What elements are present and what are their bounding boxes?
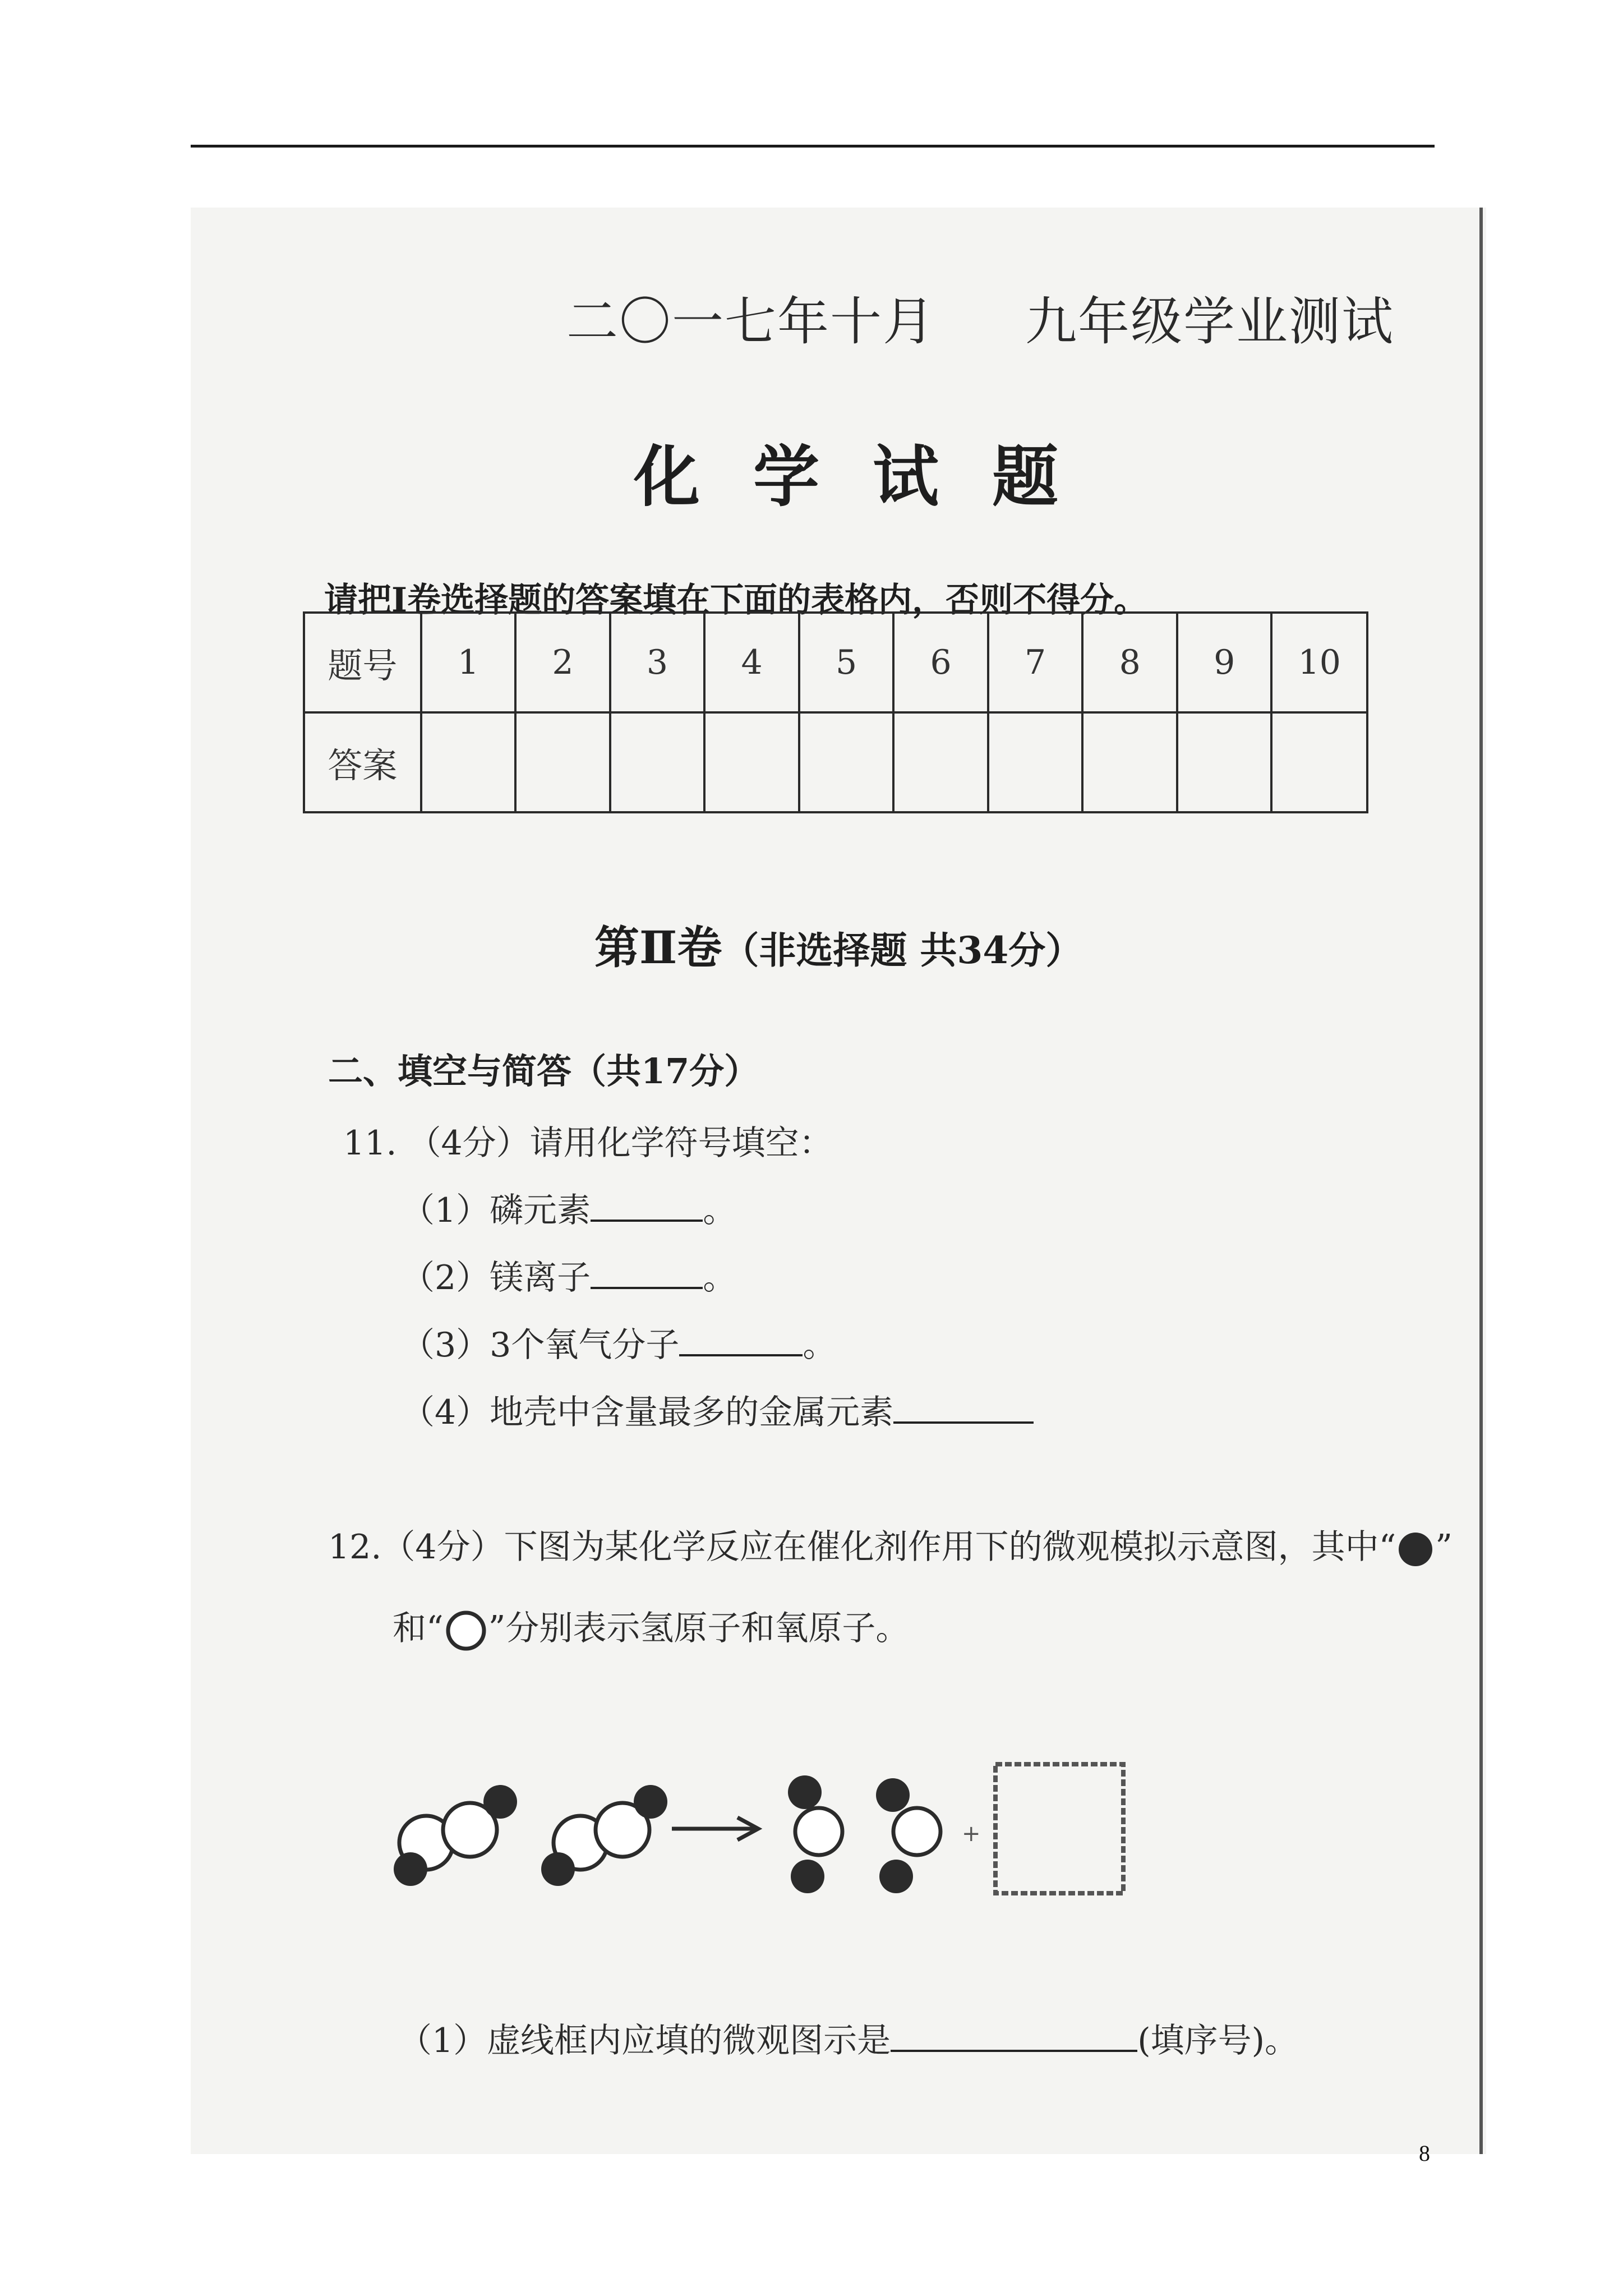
answer-table-answer-row (304, 712, 1367, 812)
answer-table-number-row (304, 613, 1367, 712)
q12-sub-1-end: (填序号)。 (1137, 2021, 1299, 2060)
question-number: 6 (893, 613, 988, 712)
q11-item-3-label: （3）3个氧气分子 (401, 1326, 680, 1365)
question-number: 9 (1177, 613, 1272, 712)
q11-item-3 (401, 1318, 836, 1366)
question-12-stem (328, 1520, 1453, 1569)
question-number: 3 (610, 613, 705, 712)
exam-header (566, 280, 1394, 355)
reaction-arrow (672, 1818, 758, 1840)
answer-blank[interactable] (679, 1350, 803, 1356)
question-number: 4 (704, 613, 799, 712)
q12-sub-1-label: （1）虚线框内应填的微观图示是 (398, 2021, 891, 2060)
q12-stem-line2-suffix: ”分别表示氢原子和氧原子。 (488, 1609, 910, 1648)
answer-cell[interactable] (515, 712, 610, 812)
top-rule (191, 145, 1435, 148)
reaction-diagram (387, 1739, 1172, 1935)
q11-item-4 (401, 1386, 1034, 1434)
answer-cell[interactable] (1082, 712, 1177, 812)
page-number: 8 (1419, 2141, 1430, 2166)
reactant-molecule-1 (394, 1785, 517, 1886)
question-12-stem-line2 (393, 1602, 909, 1653)
row-label-answer: 答案 (304, 712, 421, 812)
answer-table (303, 611, 1368, 813)
answer-cell[interactable] (1271, 712, 1367, 812)
question-number: 7 (988, 613, 1083, 712)
answer-blank[interactable] (891, 2045, 1137, 2052)
q11-item-3-end: 。 (803, 1326, 837, 1365)
answer-cell[interactable] (1177, 712, 1272, 812)
product-water-molecule-2 (876, 1778, 940, 1893)
answer-cell[interactable] (893, 712, 988, 812)
question-number: 2 (515, 613, 610, 712)
section-2-heading (594, 912, 1082, 976)
answer-cell[interactable] (704, 712, 799, 812)
answer-blank[interactable] (591, 1215, 703, 1222)
answer-cell[interactable] (421, 712, 516, 812)
answer-blank[interactable] (591, 1282, 703, 1289)
q12-stem-line2-prefix: 和“ (393, 1609, 444, 1648)
q11-item-4-label: （4）地壳中含量最多的金属元素 (401, 1393, 894, 1432)
answer-instruction: 请把Ⅰ卷选择题的答案填在下面的表格内，否则不得分。 (324, 581, 1148, 620)
hydrogen-atom-icon (1396, 1530, 1435, 1569)
q11-item-2 (401, 1251, 736, 1299)
q11-item-2-end: 。 (703, 1258, 737, 1297)
q11-item-2-label: （2）镁离子 (401, 1258, 591, 1297)
question-number: 10 (1271, 613, 1367, 712)
answer-cell[interactable] (799, 712, 894, 812)
question-number: 1 (421, 613, 516, 712)
q11-item-1 (401, 1184, 736, 1232)
answer-blank[interactable] (893, 1417, 1034, 1424)
question-11-stem: 11. （4分）请用化学符号填空： (343, 1124, 833, 1163)
product-water-molecule-1 (788, 1775, 842, 1893)
question-number: 8 (1082, 613, 1177, 712)
reactant-molecule-2 (541, 1785, 667, 1886)
dashed-answer-box[interactable] (995, 1764, 1123, 1893)
plus-sign: + (962, 1821, 981, 1847)
exam-date: 二〇一七年十月 (566, 292, 936, 352)
section-2-subtitle: （非选择题 共34分） (722, 928, 1083, 972)
page-title: 化学试题 (634, 438, 1112, 516)
answer-cell[interactable] (610, 712, 705, 812)
q12-stem-close: ” (1435, 1527, 1453, 1567)
oxygen-atom-icon (444, 1608, 488, 1653)
q12-stem-text: 12.（4分）下图为某化学反应在催化剂作用下的微观模拟示意图，其中“ (328, 1527, 1396, 1567)
section-2-title: 第Ⅱ卷 (594, 921, 722, 974)
row-label-number: 题号 (304, 613, 421, 712)
answer-cell[interactable] (988, 712, 1083, 812)
q11-item-1-label: （1）磷元素 (401, 1191, 591, 1230)
q12-sub-1 (398, 2014, 1298, 2062)
exam-name: 九年级学业测试 (1025, 292, 1395, 352)
scan-edge (1479, 208, 1483, 2154)
question-number: 5 (799, 613, 894, 712)
part-2-heading: 二、填空与简答（共17分） (328, 1051, 759, 1092)
q11-item-1-end: 。 (703, 1191, 737, 1230)
